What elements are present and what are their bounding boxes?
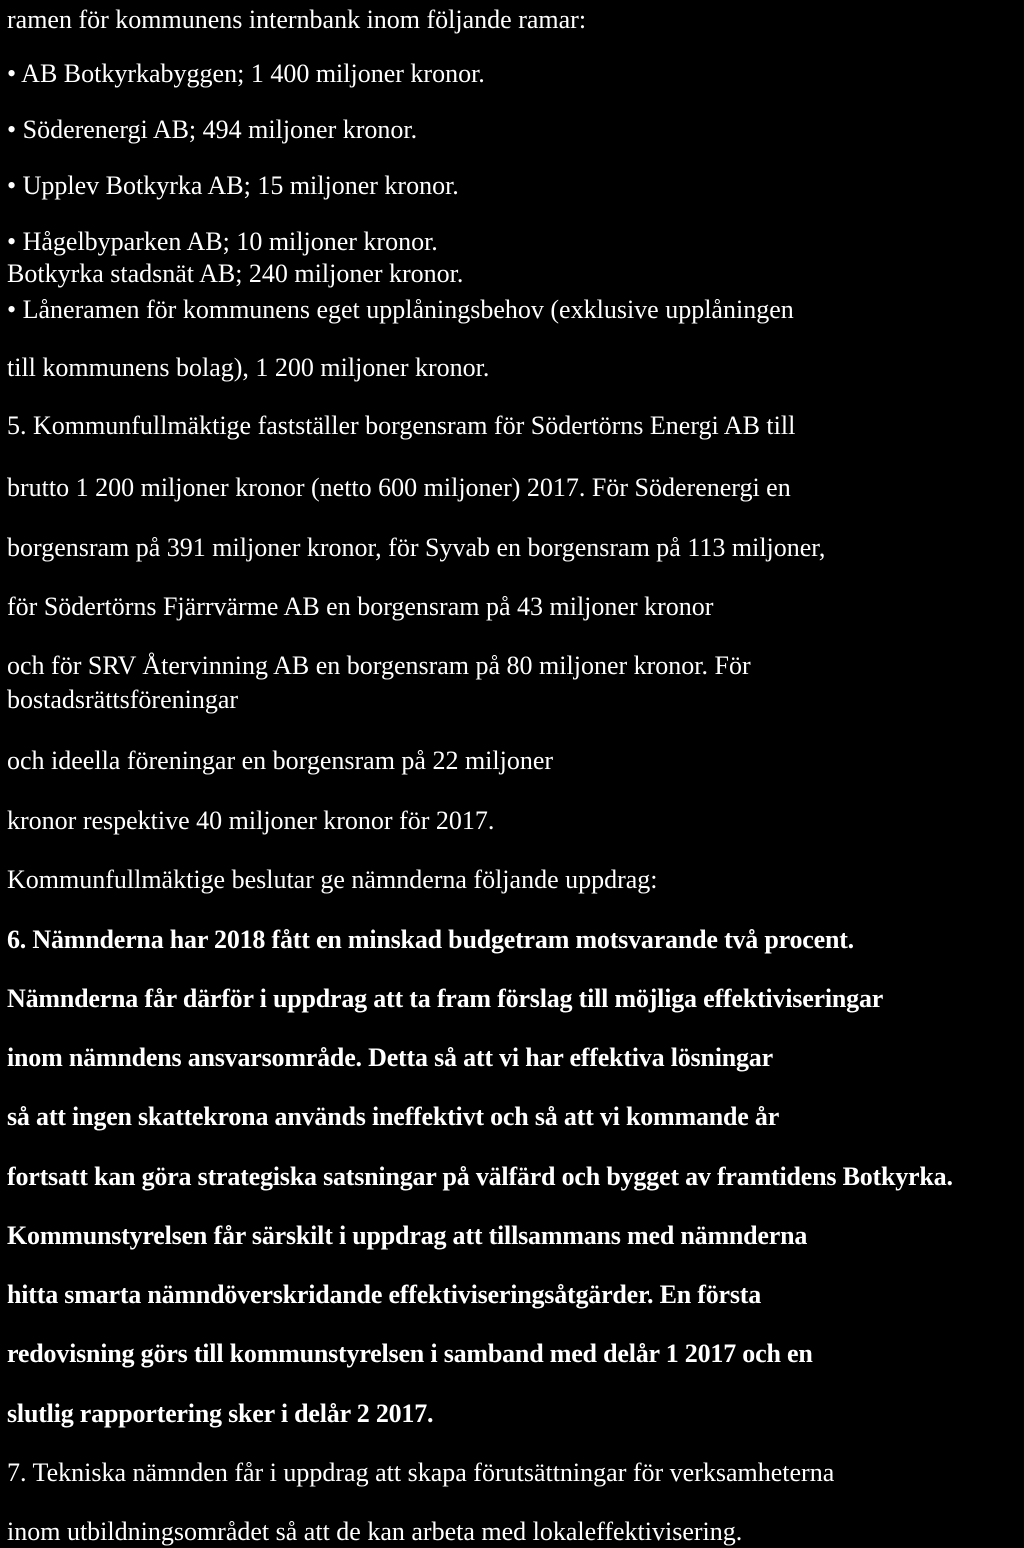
item-5-line-2: brutto 1 200 miljoner kronor (netto 600 miljoner) 2017. För Söderenergi en xyxy=(7,473,791,502)
item-5-line-1: 5. Kommunfullmäktige fastställer borgensram för Södertörns Energi AB till xyxy=(7,411,796,440)
item-6-line-9: slutlig rapportering sker i delår 2 2017. xyxy=(7,1399,434,1428)
item-7-line-1: 7. Tekniska nämnden får i uppdrag att skapa förutsättningar för verksamheterna xyxy=(7,1458,835,1487)
item-6-line-1: 6. Nämnderna har 2018 fått en minskad budgetram motsvarande två procent. xyxy=(7,925,854,954)
bullet-laneramen: • Låneramen för kommunens eget upplåningsbehov (exklusive upplåningen xyxy=(7,295,794,324)
item-6-line-8: redovisning görs till kommunstyrelsen i samband med delår 1 2017 och en xyxy=(7,1339,813,1368)
item-5-line-7: och ideella föreningar en borgensram på 22 miljoner xyxy=(7,746,554,775)
item-5-line-6: bostadsrättsföreningar xyxy=(7,685,239,714)
item-6-line-2: Nämnderna får därför i uppdrag att ta fram förslag till möjliga effektiviseringar xyxy=(7,984,884,1013)
item-5-line-8: kronor respektive 40 miljoner kronor för 2017. xyxy=(7,806,495,835)
item-5-line-3: borgensram på 391 miljoner kronor, för Syvab en borgensram på 113 miljoner, xyxy=(7,533,826,562)
item-6-line-7: hitta smarta nämndöverskridande effektiviseringsåtgärder. En första xyxy=(7,1280,762,1309)
bullet-upplev-botkyrka: • Upplev Botkyrka AB; 15 miljoner kronor. xyxy=(7,171,459,200)
bullet-botkyrkabyggen: • AB Botkyrkabyggen; 1 400 miljoner kronor. xyxy=(7,59,485,88)
item-6-line-5: fortsatt kan göra strategiska satsningar på välfärd och bygget av framtidens Botkyrka. xyxy=(7,1162,953,1191)
item-6-line-3: inom nämndens ansvarsområde. Detta så att vi har effektiva lösningar xyxy=(7,1043,773,1072)
bullet-hagelbyparken: • Hågelbyparken AB; 10 miljoner kronor. xyxy=(7,227,438,256)
bullet-soderenergi: • Söderenergi AB; 494 miljoner kronor. xyxy=(7,115,418,144)
intro-line: ramen för kommunens internbank inom följande ramar: xyxy=(7,5,587,34)
item-5-line-4: för Södertörns Fjärrvärme AB en borgensram på 43 miljoner kronor xyxy=(7,592,714,621)
laneramen-cont: till kommunens bolag), 1 200 miljoner kronor. xyxy=(7,353,490,382)
item-5-line-5: och för SRV Återvinning AB en borgensram på 80 miljoner kronor. För xyxy=(7,651,751,680)
item-7-line-2: inom utbildningsområdet så att de kan arbeta med lokaleffektivisering. xyxy=(7,1517,743,1546)
line-stadsnat: Botkyrka stadsnät AB; 240 miljoner kronor. xyxy=(7,259,464,288)
uppdrag-heading: Kommunfullmäktige beslutar ge nämnderna följande uppdrag: xyxy=(7,865,658,894)
item-6-line-6: Kommunstyrelsen får särskilt i uppdrag att tillsammans med nämnderna xyxy=(7,1221,808,1250)
item-6-line-4: så att ingen skattekrona används ineffektivt och så att vi kommande år xyxy=(7,1102,780,1131)
